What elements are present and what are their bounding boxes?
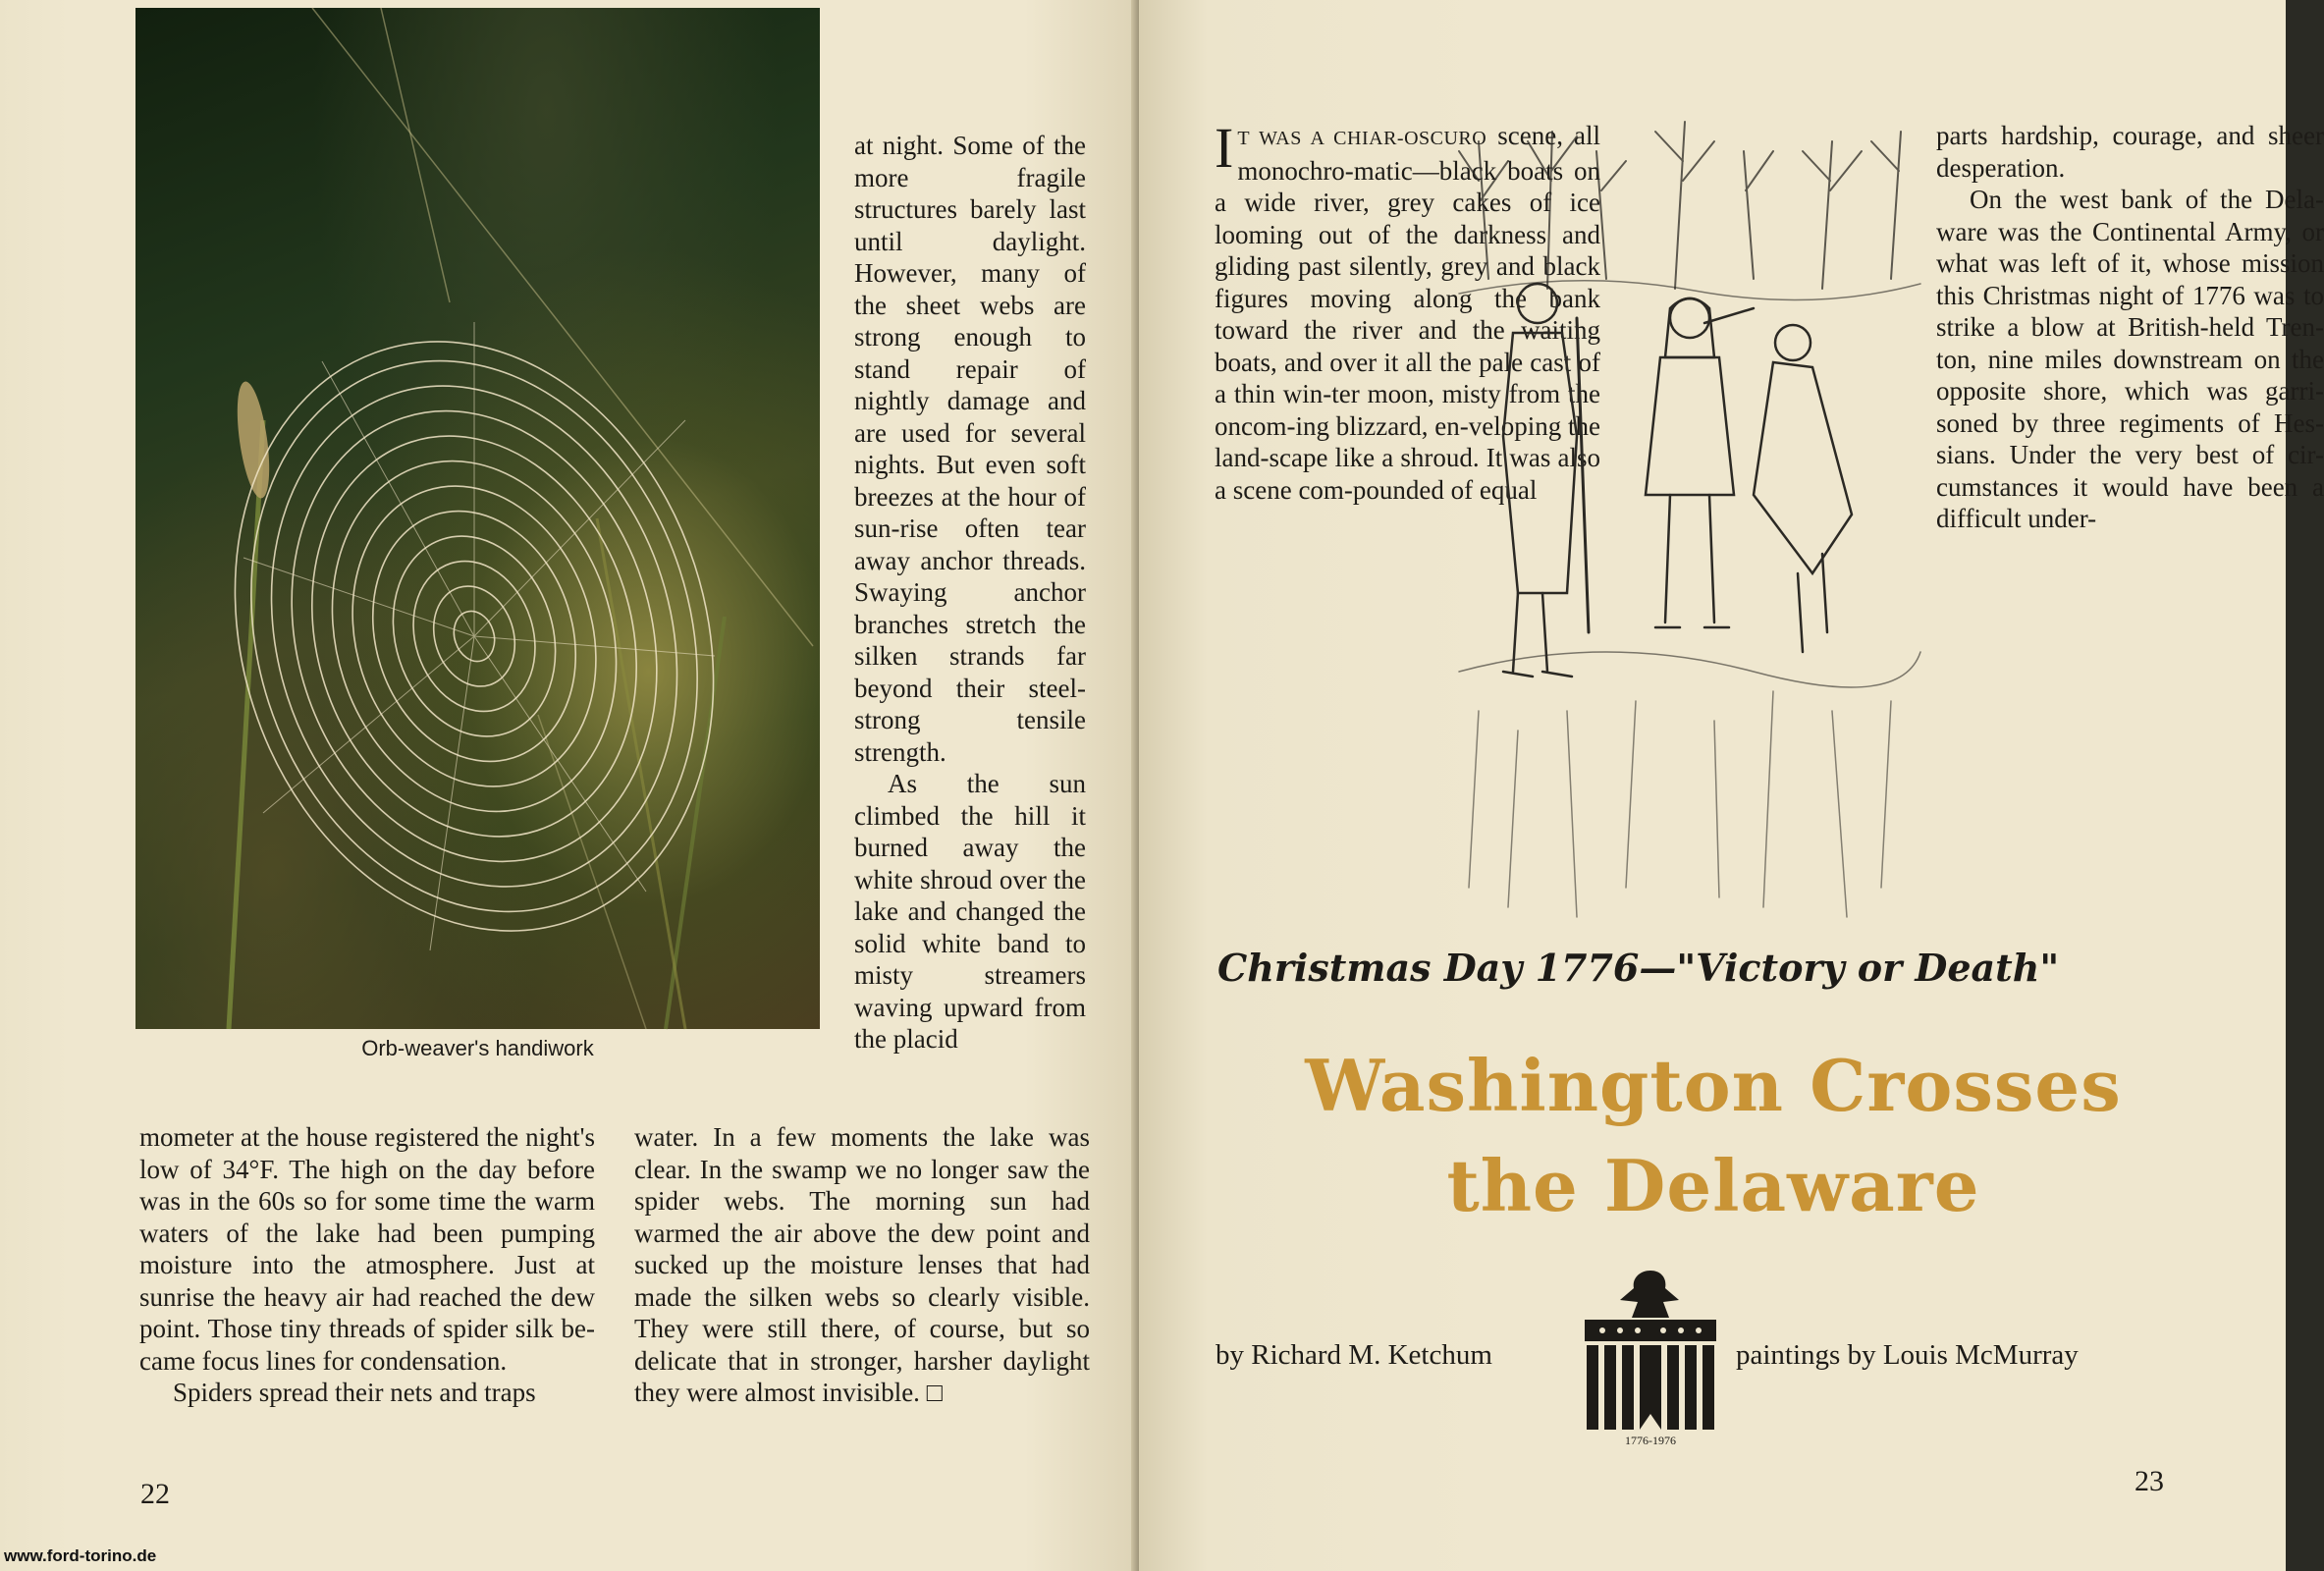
title-line-2: the Delaware [1446,1144,1980,1227]
column-b-paragraph-1: mometer at the house registered the night's low of 34°F. The high on the day before was in the 60s so for some time the warm waters of the lake had been pumping moisture into the atmosphere. Just at sunrise the heavy air had reached the dew point. Those tiny threads of spider silk be-came focus lines for condensation. [139,1122,595,1376]
photo-caption: Orb-weaver's handiwork [361,1036,594,1060]
column-e-paragraph-2: On the west bank of the Dela-ware was the Continental Army, or what was left of it, whose mission this Christmas night of 1776 was to strike a blow at British-held Tren-ton, nine miles downstream on the opposite shore, which was garri-soned by three regiments of Hes-sians. Under the very best of cir-cumstances it would have been a difficult under- [1936,185,2324,533]
column-c-text: water. In a few moments the lake was clear. In the swamp we no longer saw the spider webs. The morning sun had warmed the air above the dew point and sucked up the moisture lenses that had made the silken webs so clearly visible. They were still there, of course, but so delicate that in stronger, harsher daylight they were almost invisible. [634,1122,1090,1407]
title-line-1: Washington Crosses [1305,1044,2122,1127]
drop-cap: I [1215,116,1234,180]
end-mark-icon: □ [926,1378,943,1407]
spider-web-graphic [135,8,820,1029]
emblem-years: 1776-1976 [1625,1434,1676,1447]
spider-web-photo [135,8,820,1029]
column-e [1936,120,2324,535]
byline-author: by Richard M. Ketchum [1216,1339,1492,1371]
column-a [854,130,1086,1056]
column-b [139,1121,595,1409]
column-c-paragraph [634,1121,1090,1409]
article-subtitle: Christmas Day 1776—"Victory or Death" [1217,946,2060,990]
left-page [0,0,1139,1571]
byline-paintings: paintings by Louis McMurray [1736,1339,2079,1371]
article-title [1217,1036,2209,1236]
lead-smallcaps: T WAS A CHIAR-OSCURO [1237,128,1487,149]
soldiers-sketch-illustration [1459,122,1920,927]
column-a-paragraph-1: at night. Some of the more fragile structures barely last until daylight. However, many of the sheet webs are strong enough to stand repair of nightly damage and are used for several nights. But even soft breezes at the hour of sun-rise often tear away anchor threads. Swaying anchor branches stretch the silken strands far beyond their steel-strong tensile strength. [854,131,1086,767]
page-number-left: 22 [140,1478,170,1510]
column-d-text: scene, all monochro-matic—black boats on a wide river, grey cakes of ice looming out of the darkness and gliding past silently, grey and black figures moving along the bank toward the river and the waiting boats, and over it all the pale cast of a thin win-ter moon, misty from the oncom-ing blizzard, en-veloping the land-scape like a shroud. It was also a scene com-pounded of equal [1215,121,1600,505]
bicentennial-eagle-icon [1581,1267,1720,1443]
page-number-right: 23 [2135,1465,2164,1497]
watermark: www.ford-torino.de [4,1546,157,1565]
column-a-paragraph-2: As the sun climbed the hill it burned away the white shroud over the lake and changed the solid white band to misty streamers waving upward from the placid [854,769,1086,1054]
column-e-paragraph-1: parts hardship, courage, and sheer desperation. [1936,121,2324,183]
column-b-paragraph-2: Spiders spread their nets and traps [173,1378,536,1407]
column-c [634,1121,1090,1409]
